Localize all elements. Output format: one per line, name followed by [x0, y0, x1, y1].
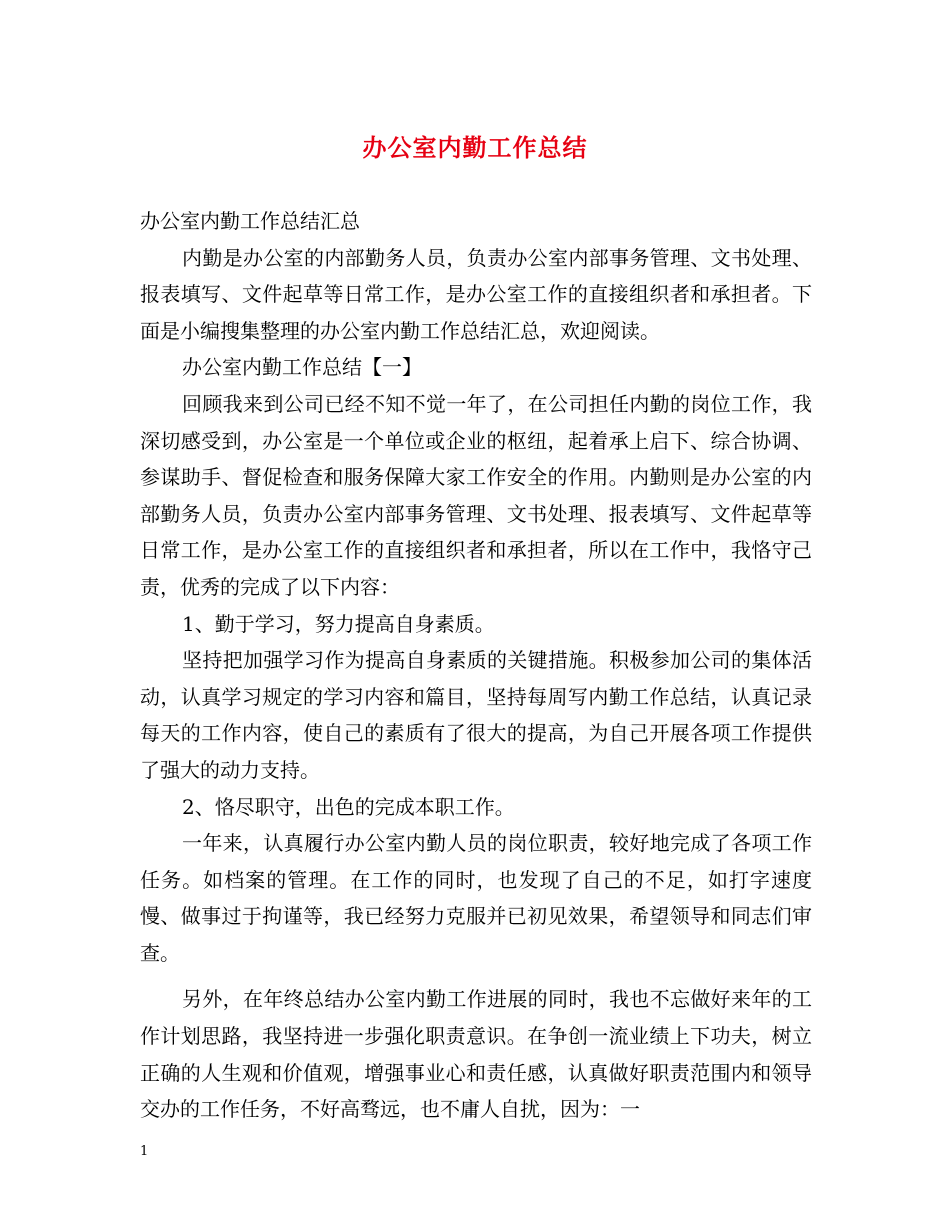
page-number: 1: [140, 1144, 149, 1159]
body-paragraph: 另外，在年终总结办公室内勤工作进展的同时，我也不忘做好来年的工作计划思路，我坚持进一步强化职责意识。在争创一流业绩上下功夫，树立正确的人生观和价值观，增强事业心和责任感，认真做好职责范围内和领导交办的工作任务，不好高骛远，也不庸人自扰，因为：一: [140, 987, 812, 1122]
intro-paragraph: 内勤是办公室的内部勤务人员，负责办公室内部事务管理、文书处理、报表填写、文件起草等日常工作，是办公室工作的直接组织者和承担者。下面是小编搜集整理的办公室内勤工作总结汇总，欢迎阅读。: [140, 245, 812, 343]
document-title: 办公室内勤工作总结: [362, 133, 588, 162]
section-heading: 办公室内勤工作总结【一】: [182, 355, 422, 380]
body-paragraph: 回顾我来到公司已经不知不觉一年了，在公司担任内勤的岗位工作，我深切感受到，办公室是一个单位或企业的枢纽，起着承上启下、综合协调、参谋助手、督促检查和服务保障大家工作安全的作用。内勤则是办公室的内部勤务人员，负责办公室内部事务管理、文书处理、报表填写、文件起草等日常工作，是办公室工作的直接组织者和承担者，所以在工作中，我恪守己责，优秀的完成了以下内容：: [140, 391, 812, 599]
list-heading: 1、勤于学习，努力提高自身素质。: [182, 611, 495, 636]
list-heading: 2、恪尽职守，出色的完成本职工作。: [182, 794, 515, 819]
body-paragraph: 坚持把加强学习作为提高自身素质的关键措施。积极参加公司的集体活动，认真学习规定的学习内容和篇目，坚持每周写内勤工作总结，认真记录每天的工作内容，使自己的素质有了很大的提高，为自己开展各项工作提供了强大的动力支持。: [140, 648, 812, 782]
subtitle-paragraph: 办公室内勤工作总结汇总: [140, 209, 360, 233]
document-body: [140, 203, 812, 1128]
body-paragraph: 一年来，认真履行办公室内勤人员的岗位职责，较好地完成了各项工作任务。如档案的管理。在工作的同时，也发现了自己的不足，如打字速度慢、做事过于拘谨等，我已经努力克服并已初见效果，希望领导和同志们审查。: [140, 831, 812, 965]
